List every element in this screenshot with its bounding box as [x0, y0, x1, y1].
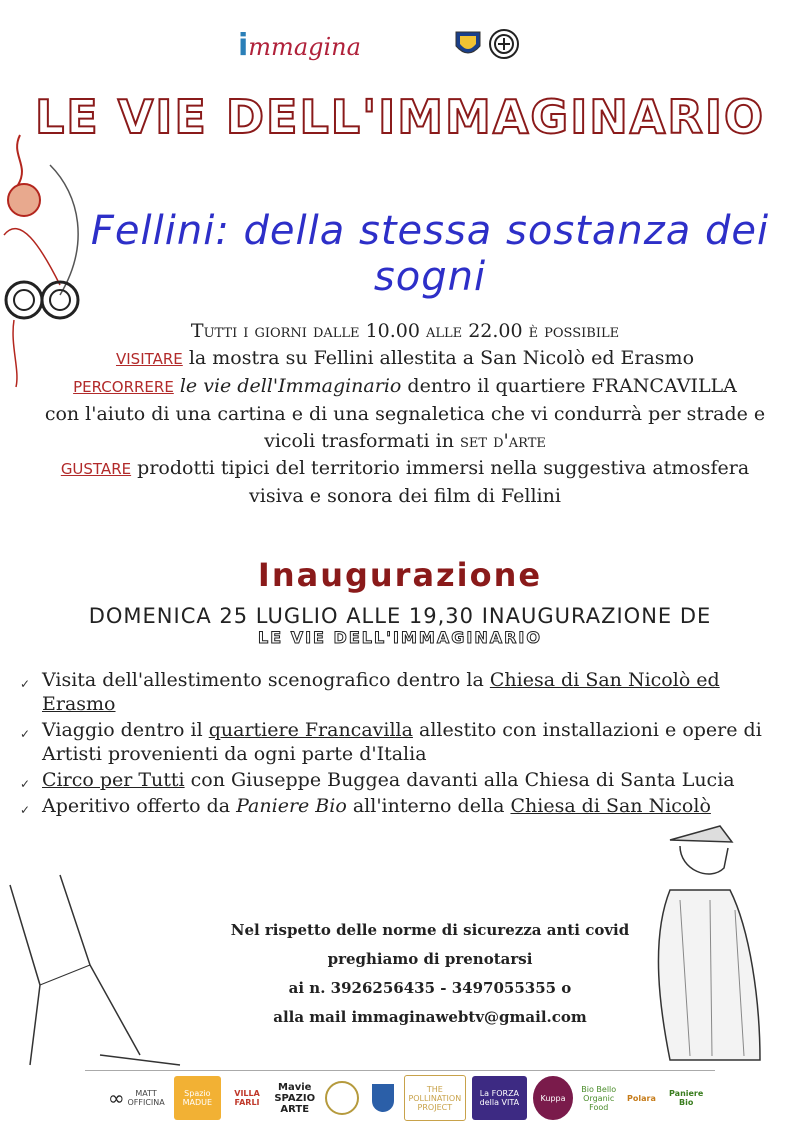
desc-line-6 — [10, 455, 800, 483]
desc-line-3 — [10, 373, 800, 401]
desc-line-4: con l'aiuto di una cartina e di una segnaletica che vi condurrà per strade e — [44, 403, 766, 425]
bullet-link: Circo per Tutti — [42, 769, 185, 791]
percorrere-label: PERCORRERE — [73, 378, 174, 396]
list-item — [18, 718, 790, 766]
check-icon: ✓ — [20, 803, 31, 817]
notice-line-2: preghiamo di prenotarsi — [327, 950, 533, 968]
bullet-text: Visita dell'allestimento scenografico dentro la — [42, 669, 490, 691]
visitare-label: VISITARE — [115, 350, 183, 368]
list-item — [18, 768, 790, 792]
subtitle: Fellini: della stessa sostanza dei sogni — [90, 208, 770, 300]
sponsor-logo-paniere-bio: Paniere Bio — [669, 1089, 704, 1107]
bullet-text: Aperitivo offerto da — [42, 795, 237, 817]
notice-line-3: ai n. 3926256435 - 3497055355 o — [288, 979, 572, 997]
bullet-text: Viaggio dentro il — [42, 719, 209, 741]
gustare-label: GUSTARE — [60, 460, 132, 478]
desc-line-5-sc: set d'arte — [460, 430, 546, 452]
visitare-text: la mostra su Fellini allestita a San Nicolò ed Erasmo — [188, 347, 695, 369]
covid-notice — [150, 916, 710, 1032]
sponsor-logo-forza-vita: La FORZA della VITA — [472, 1076, 528, 1120]
sponsor-divider — [85, 1070, 715, 1071]
logo-initial: i — [238, 28, 249, 63]
gustare-text: prodotti tipici del territorio immersi nella suggestiva atmosfera — [137, 457, 750, 479]
list-item — [18, 668, 790, 716]
percorrere-text: dentro il quartiere FRANCAVILLA — [407, 375, 737, 397]
desc-line-1: Tutti i giorni dalle 10.00 alle 22.00 è possibile — [190, 320, 620, 342]
sponsor-logo-pollination: THE POLLINATION PROJECT — [404, 1075, 466, 1121]
inaugurazione-title: Inaugurazione — [257, 556, 543, 594]
sponsor-logos — [108, 1072, 708, 1124]
bullet-italic: Paniere Bio — [236, 795, 347, 817]
sponsor-logo-mavie: Mavie SPAZIO ARTE — [274, 1081, 316, 1115]
sponsor-logo-bio-bello: Bio Bello Organic Food — [581, 1084, 617, 1112]
list-item — [18, 794, 790, 818]
sponsor-logo-polara: Polara — [627, 1093, 656, 1103]
program-list — [18, 668, 790, 820]
sponsor-label: MATT OFFICINA — [127, 1089, 165, 1107]
desc-line-7: visiva e sonora dei film di Fellini — [249, 485, 561, 507]
inaugurazione-sub: LE VIE DELL'IMMAGINARIO — [258, 628, 542, 647]
logo-text: mmagina — [248, 33, 361, 61]
notice-line-1: Nel rispetto delle norme di sicurezza anti covid — [230, 921, 630, 939]
check-icon: ✓ — [20, 727, 31, 741]
sponsor-logo-villa-farli: VILLA FARLI — [234, 1089, 260, 1107]
bullet-text: con Giuseppe Buggea davanti alla Chiesa di Santa Lucia — [184, 769, 735, 791]
bullet-link: quartiere Francavilla — [208, 719, 413, 741]
check-icon: ✓ — [20, 777, 31, 791]
infinity-icon: ∞ — [108, 1086, 125, 1110]
shield-icon — [372, 1084, 394, 1112]
desc-line-5-pre: vicoli trasformati in — [264, 430, 454, 452]
sponsor-logo-kuppa: Kuppa — [533, 1076, 573, 1120]
sponsor-logo-matt-officina — [108, 1076, 168, 1120]
sponsor-logo-spazio-madue: Spazio MADUE — [174, 1076, 222, 1120]
sponsor-logo-crest — [368, 1076, 398, 1120]
bullet-text: all'interno della — [346, 795, 511, 817]
bullet-link: Chiesa di San Nicolò ed Erasmo — [42, 669, 720, 715]
desc-line-5 — [10, 428, 800, 455]
description — [10, 318, 800, 510]
inaugurazione-date: DOMENICA 25 LUGLIO ALLE 19,30 INAUGURAZIONE DE — [88, 604, 712, 628]
notice-line-4: alla mail immaginawebtv@gmail.com — [273, 1008, 587, 1026]
crest-icon — [452, 26, 524, 62]
desc-line-2 — [10, 345, 800, 373]
check-icon: ✓ — [20, 677, 31, 691]
bullet-link: Chiesa di San Nicolò — [510, 795, 711, 817]
immagina-logo — [238, 28, 361, 63]
bullet-text: allestito con installazioni e opere di Artisti provenienti da ogni parte d'Italia — [42, 719, 762, 765]
main-title: LE VIE DELL'IMMAGINARIO — [34, 90, 766, 144]
percorrere-italic: le vie dell'Immaginario — [179, 375, 402, 397]
sponsor-logo-seal — [323, 1076, 363, 1120]
seal-icon — [325, 1081, 359, 1115]
